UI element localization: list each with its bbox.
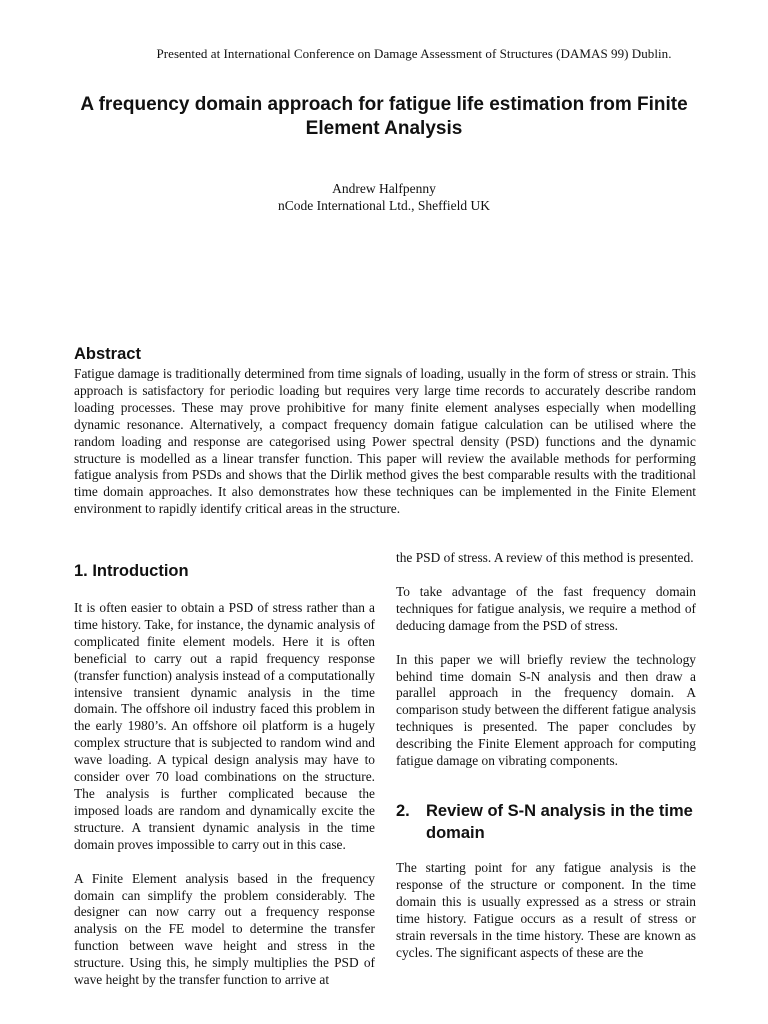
section-1-paragraph-2: A Finite Element analysis based in the frequency domain can simplify the problem considerably. The designer can now carry out a frequency response analysis on the FE model to determine the transfer function between wave height and stress in the structure. Using this, he simply multiplies the PSD of wave height by the transfer function to arrive at [74,870,375,988]
right-column [396,550,696,961]
section-1-heading: 1. Introduction [74,562,189,580]
author-name: Andrew Halfpenny [332,181,436,196]
section-1-paragraph-3: To take advantage of the fast frequency domain techniques for fatigue analysis, we require a method of deducing damage from the PSD of stress. [396,583,696,633]
abstract-heading: Abstract [74,345,141,363]
section-1-paragraph-2-continued: the PSD of stress. A review of this method is presented. [396,550,694,565]
section-1-paragraph-1: It is often easier to obtain a PSD of stress rather than a time history. Take, for instance, the dynamic analysis of complicated finite element models. Here it is often beneficial to carry out a rapid frequency response (transfer function) analysis instead of a computationally intensive transient dynamic analysis in the time domain. The offshore oil industry faced this problem in the early 1980’s. An offshore oil platform is a hugely complex structure that is subjected to random wind and wave loading. A typical design analysis may have to consider over 70 load combinations on the structure. The analysis is further complicated because the imposed loads are random and dynamically excite the structure. A transient dynamic analysis in the time domain proves impossible to carry out in this case. [74,600,375,852]
author-affiliation: nCode International Ltd., Sheffield UK [278,198,490,213]
section-1-paragraph-4: In this paper we will briefly review the technology behind time domain S-N analysis and then draw a parallel approach in the frequency domain. A comparison study between the different fatigue analysis techniques is presented. The paper concludes by describing the Finite Element approach for computing fatigue damage on vibrating components. [396,651,696,769]
section-2-title: Review of S-N analysis in the time domain [426,801,693,842]
abstract-text: Fatigue damage is traditionally determined from time signals of loading, usually in the form of stress or strain. This approach is satisfactory for periodic loading but requires very large time records to accurately describe random loading processes. These may prove prohibitive for many finite element analyses especially when modelling dynamic resonance. Alternatively, a compact frequency domain fatigue calculation can be utilised where the random loading and response are categorised using Power spectral density (PSD) functions and the dynamic structure is modelled as a linear transfer function. This paper will review the available methods for performing fatigue analysis from PSDs and shows that the Dirlik method gives the best comparable results with the traditional time domain approaches. It also demonstrates how these techniques can be implemented in the Finite Element environment to rapidly identify critical areas in the structure. [74,366,696,517]
conference-note: Presented at International Conference on Damage Assessment of Structures (DAMAS 99) Dublin. [156,46,672,61]
left-column [74,560,375,989]
section-2-number: 2. [396,801,410,820]
paper-title: A frequency domain approach for fatigue life estimation from Finite Element Analysis [80,94,688,139]
section-2-paragraph-1: The starting point for any fatigue analysis is the response of the structure or component. In the time domain this is usually expressed as a stress or strain time history. Fatigue occurs as a result of stress or strain reversals in the time history. These are known as cycles. The significant aspects of these are the [396,859,696,960]
section-2-heading [396,800,696,844]
